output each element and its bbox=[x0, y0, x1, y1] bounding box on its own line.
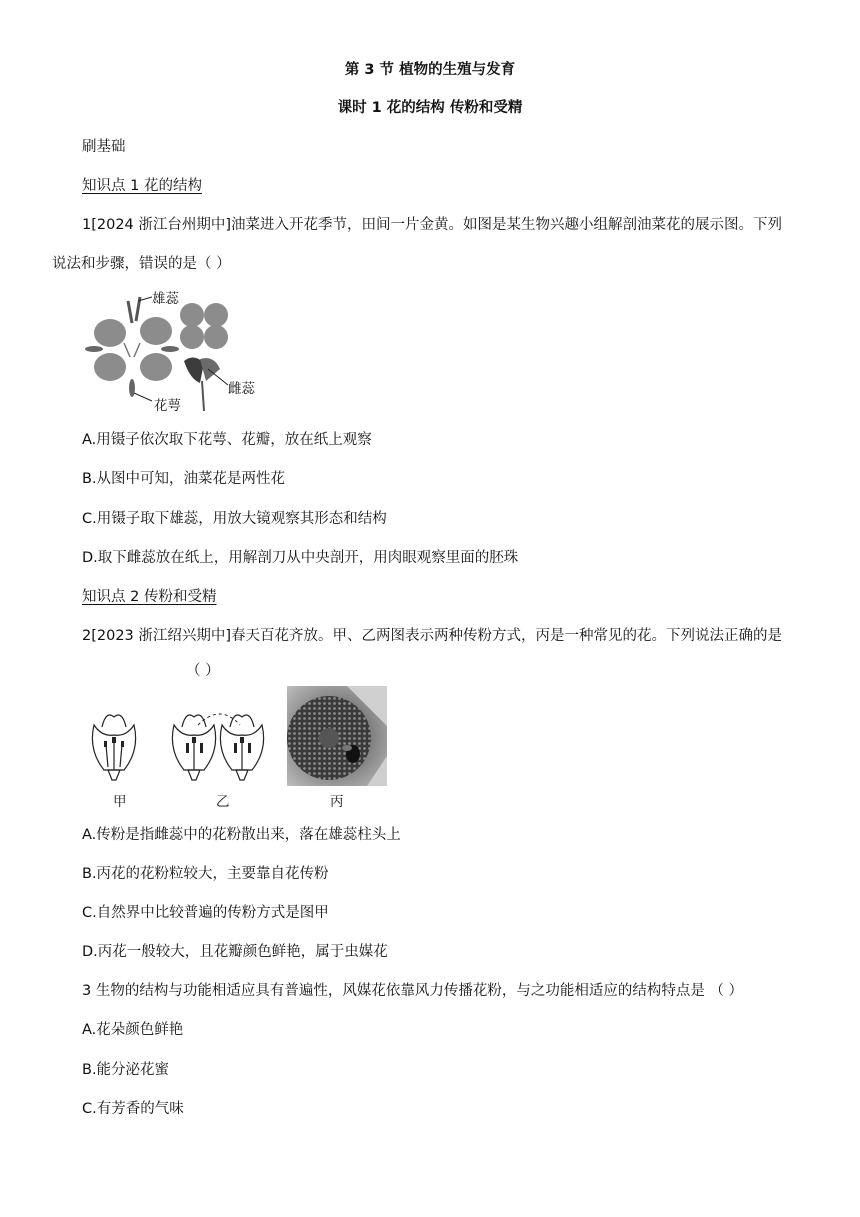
q2-stem-line1: 2[2023 浙江绍兴期中]春天百花齐放。甲、乙两图表示两种传粉方式，丙是一种常见的花。下列说法正确的是 bbox=[82, 628, 783, 644]
q3-option-c: C.有芳香的气味 bbox=[82, 1101, 184, 1117]
knowledge-point-1: 知识点 1 花的结构 bbox=[82, 178, 202, 194]
lesson-subtitle: 课时 1 花的结构 传粉和受精 bbox=[337, 100, 523, 116]
q1-option-b: B.从图中可知，油菜花是两性花 bbox=[82, 471, 286, 487]
q2-option-c: C.自然界中比较普遍的传粉方式是图甲 bbox=[82, 905, 329, 921]
q2-option-d: D.丙花一般较大，且花瓣颜色鲜艳，属于虫媒花 bbox=[82, 944, 388, 960]
q1-option-d: D.取下雌蕊放在纸上，用解剖刀从中央剖开，用肉眼观察里面的胚珠 bbox=[82, 550, 519, 566]
label-sepal: 花萼 bbox=[154, 398, 181, 414]
label-jia: 甲 bbox=[113, 794, 127, 810]
q3-stem: 3 生物的结构与功能相适应具有普遍性，风媒花依靠风力传播花粉，与之功能相适应的结构特点是 （ ） bbox=[82, 983, 744, 999]
q1-option-c: C.用镊子取下雄蕊，用放大镜观察其形态和结构 bbox=[82, 511, 387, 527]
q1-option-a: A.用镊子依次取下花萼、花瓣，放在纸上观察 bbox=[82, 432, 372, 448]
label-stamen: 雄蕊 bbox=[152, 291, 179, 307]
q3-option-b: B.能分泌花蜜 bbox=[82, 1062, 170, 1078]
q1-stem-line1: 1[2024 浙江台州期中]油菜进入开花季节，田间一片金黄。如图是某生物兴趣小组解剖油菜花的展示图。下列 bbox=[82, 217, 783, 233]
q2-stem-line2: （ ） bbox=[186, 663, 220, 679]
q3-option-a: A.花朵颜色鲜艳 bbox=[82, 1022, 184, 1038]
label-yi: 乙 bbox=[216, 794, 230, 810]
sunflower-bee-photo bbox=[287, 686, 387, 786]
knowledge-point-2: 知识点 2 传粉和受精 bbox=[82, 589, 217, 605]
label-bing: 丙 bbox=[330, 794, 344, 810]
q2-option-a: A.传粉是指雌蕊中的花粉散出来，落在雄蕊柱头上 bbox=[82, 827, 401, 843]
q2-pollination-figure bbox=[82, 695, 272, 790]
q2-option-b: B.丙花的花粉粒较大，主要靠自花传粉 bbox=[82, 866, 329, 882]
page-title: 第 3 节 植物的生殖与发育 bbox=[344, 62, 516, 78]
section-label: 刷基础 bbox=[82, 139, 126, 155]
q1-stem-line2: 说法和步骤，错误的是（ ） bbox=[52, 256, 231, 272]
label-pistil: 雌蕊 bbox=[228, 381, 255, 397]
